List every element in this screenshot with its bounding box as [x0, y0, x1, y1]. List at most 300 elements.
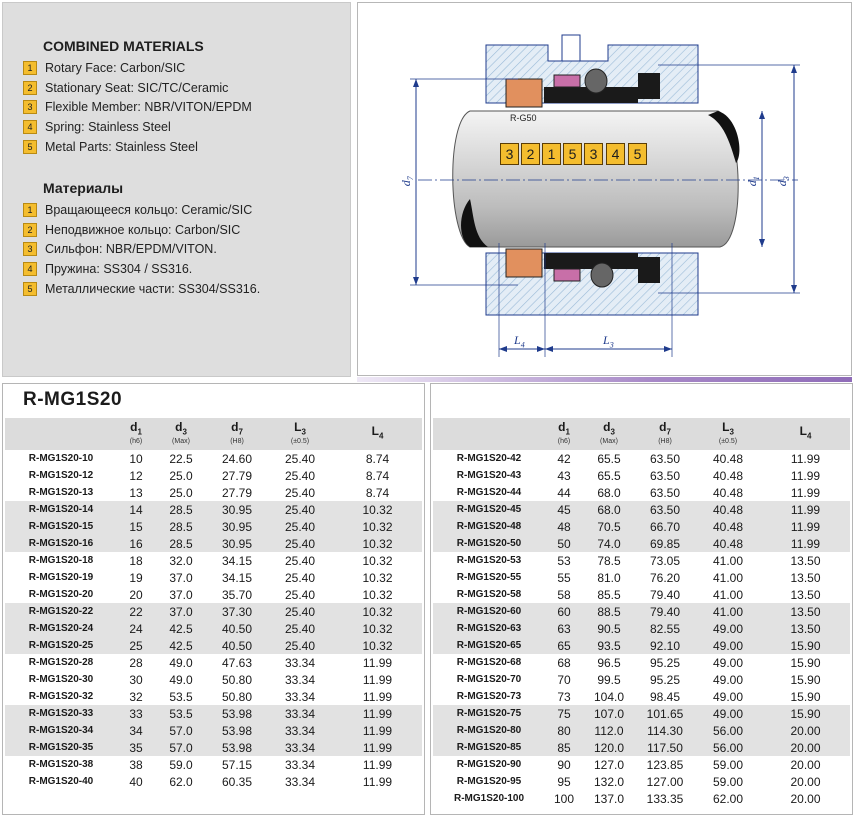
- header-d7: $d_7$ (H8): [658, 420, 672, 445]
- materials-ru-title: Материалы: [43, 180, 124, 196]
- value-cell: 50: [557, 536, 571, 551]
- seat-ring-top: [554, 75, 580, 87]
- value-cell: 24.60: [221, 451, 253, 466]
- model-cell: R-MG1S20-85: [456, 742, 522, 753]
- value-cell: 50.80: [221, 672, 253, 687]
- table-header-row: [5, 418, 422, 450]
- model-cell: R-MG1S20-48: [456, 521, 522, 532]
- value-cell: 49.00: [712, 672, 744, 687]
- model-cell: R-MG1S20-19: [28, 572, 94, 583]
- value-cell: 53.98: [221, 706, 253, 721]
- value-cell: 33.34: [284, 757, 316, 772]
- model-cell: R-MG1S20-80: [456, 725, 522, 736]
- value-cell: 35: [129, 740, 143, 755]
- model-cell: R-MG1S20-25: [28, 640, 94, 651]
- model-cell: R-MG1S20-34: [28, 725, 94, 736]
- table-row: [5, 467, 422, 484]
- material-text: Flexible Member: NBR/VITON/EPDM: [45, 100, 252, 115]
- callout-badge: 2: [521, 143, 540, 165]
- table-row: [5, 722, 422, 739]
- material-text: Металлические части: SS304/SS316.: [45, 282, 261, 297]
- port-top: [562, 35, 580, 61]
- table-row: [5, 518, 422, 535]
- metal-part-bottom: [638, 257, 660, 283]
- value-cell: 49.00: [712, 638, 744, 653]
- value-cell: 25.40: [284, 587, 316, 602]
- value-cell: 20.00: [790, 740, 821, 755]
- value-cell: 92.10: [649, 638, 681, 653]
- value-cell: 53.5: [169, 706, 193, 721]
- number-badge: 5: [23, 282, 37, 296]
- value-cell: 28.5: [169, 536, 193, 551]
- value-cell: 15.90: [790, 689, 821, 704]
- model-cell: R-MG1S20-44: [456, 487, 522, 498]
- value-cell: 76.20: [649, 570, 681, 585]
- model-cell: R-MG1S20-14: [28, 504, 94, 515]
- model-cell: R-MG1S20-50: [456, 538, 522, 549]
- value-cell: 11.99: [790, 451, 821, 466]
- value-cell: 132.0: [593, 774, 625, 789]
- value-cell: 40.48: [712, 519, 744, 534]
- value-cell: 49.00: [712, 655, 744, 670]
- value-cell: 79.40: [649, 604, 681, 619]
- value-cell: 69.85: [649, 536, 681, 551]
- value-cell: 15.90: [790, 672, 821, 687]
- header-l4: $L_4$: [799, 424, 812, 441]
- value-cell: 62.00: [712, 791, 744, 806]
- value-cell: 15.90: [790, 655, 821, 670]
- model-cell: R-MG1S20-63: [456, 623, 522, 634]
- header-d3: $d_3$ (Max): [600, 420, 618, 445]
- value-cell: 25: [129, 638, 143, 653]
- value-cell: 22.5: [169, 451, 193, 466]
- value-cell: 28.5: [169, 502, 193, 517]
- dim-label-d3: $d_3$: [774, 176, 792, 187]
- value-cell: 37.0: [169, 604, 193, 619]
- dimension-table-left: [5, 418, 422, 790]
- value-cell: 25.40: [284, 604, 316, 619]
- value-cell: 93.5: [597, 638, 621, 653]
- value-cell: 63.50: [649, 502, 681, 517]
- table-row: [5, 756, 422, 773]
- value-cell: 25.40: [284, 451, 316, 466]
- list-item: [23, 220, 260, 240]
- value-cell: 33.34: [284, 740, 316, 755]
- material-text: Stationary Seat: SIC/TC/Ceramic: [45, 80, 229, 95]
- header-d1: $d_1$ (h6): [557, 420, 571, 445]
- value-cell: 96.5: [597, 655, 621, 670]
- value-cell: 40.50: [221, 638, 253, 653]
- value-cell: 63: [557, 621, 571, 636]
- value-cell: 25.40: [284, 621, 316, 636]
- spring-coil-top: [585, 69, 607, 93]
- value-cell: 10: [129, 451, 143, 466]
- table-row: [5, 688, 422, 705]
- list-item: [23, 78, 252, 98]
- callout-badge: 4: [606, 143, 625, 165]
- value-cell: 88.5: [597, 604, 621, 619]
- value-cell: 32.0: [169, 553, 193, 568]
- value-cell: 49.00: [712, 689, 744, 704]
- value-cell: 20.00: [790, 723, 821, 738]
- value-cell: 63.50: [649, 485, 681, 500]
- seat-ring-bottom: [554, 269, 580, 281]
- number-badge: 3: [23, 242, 37, 256]
- value-cell: 10.32: [362, 638, 393, 653]
- value-cell: 25.40: [284, 553, 316, 568]
- number-badge: 3: [23, 100, 37, 114]
- number-badge: 4: [23, 120, 37, 134]
- value-cell: 65.5: [597, 468, 621, 483]
- value-cell: 53.98: [221, 740, 253, 755]
- value-cell: 28: [129, 655, 143, 670]
- value-cell: 68.0: [597, 502, 621, 517]
- value-cell: 53.5: [169, 689, 193, 704]
- table-row: [433, 518, 850, 535]
- value-cell: 25.40: [284, 519, 316, 534]
- value-cell: 10.32: [362, 570, 393, 585]
- model-cell: R-MG1S20-18: [28, 555, 94, 566]
- seal-drawing-svg: [358, 3, 852, 376]
- value-cell: 60: [557, 604, 571, 619]
- value-cell: 25.40: [284, 570, 316, 585]
- value-cell: 34.15: [221, 570, 253, 585]
- value-cell: 40.48: [712, 451, 744, 466]
- value-cell: 78.5: [597, 553, 621, 568]
- value-cell: 33.34: [284, 706, 316, 721]
- value-cell: 14: [129, 502, 143, 517]
- material-text: Rotary Face: Carbon/SIC: [45, 60, 186, 75]
- callout-badge: 5: [628, 143, 647, 165]
- value-cell: 59.00: [712, 774, 744, 789]
- value-cell: 63.50: [649, 468, 681, 483]
- value-cell: 81.0: [597, 570, 621, 585]
- header-d1: $d_1$ (h6): [129, 420, 143, 445]
- dimension-table-right: [433, 418, 850, 807]
- right-table-panel: [430, 383, 853, 815]
- value-cell: 62.0: [169, 774, 193, 789]
- model-cell: R-MG1S20-30: [28, 674, 94, 685]
- table-row: [433, 620, 850, 637]
- value-cell: 11.99: [362, 689, 393, 704]
- header-l3: $L_3$ (±0.5): [290, 420, 310, 445]
- value-cell: 70: [557, 672, 571, 687]
- materials-panel: [2, 2, 351, 377]
- table-row: [433, 671, 850, 688]
- model-cell: R-MG1S20-65: [456, 640, 522, 651]
- table-row: [433, 450, 850, 467]
- list-item: [23, 240, 260, 260]
- value-cell: 114.30: [647, 723, 683, 738]
- value-cell: 10.32: [362, 553, 393, 568]
- table-row: [5, 671, 422, 688]
- value-cell: 68.0: [597, 485, 621, 500]
- table-row: [433, 484, 850, 501]
- material-text: Spring: Stainless Steel: [45, 120, 171, 135]
- value-cell: 33.34: [284, 774, 316, 789]
- value-cell: 57.0: [169, 740, 193, 755]
- model-cell: R-MG1S20-33: [28, 708, 94, 719]
- value-cell: 49.00: [712, 706, 744, 721]
- value-cell: 13.50: [790, 553, 821, 568]
- model-cell: R-MG1S20-55: [456, 572, 522, 583]
- value-cell: 59.00: [712, 757, 744, 772]
- value-cell: 12: [129, 468, 143, 483]
- value-cell: 11.99: [362, 672, 393, 687]
- value-cell: 41.00: [712, 604, 744, 619]
- value-cell: 100: [553, 791, 575, 806]
- material-text: Сильфон: NBR/EPDM/VITON.: [45, 242, 217, 257]
- model-cell: R-MG1S20-70: [456, 674, 522, 685]
- value-cell: 40: [129, 774, 143, 789]
- material-text: Вращающееся кольцо: Ceramic/SIC: [45, 202, 253, 217]
- value-cell: 44: [557, 485, 571, 500]
- rotary-face-bottom: [506, 249, 542, 277]
- number-badge: 5: [23, 140, 37, 154]
- number-badge: 4: [23, 262, 37, 276]
- model-cell: R-MG1S20-12: [28, 470, 94, 481]
- table-row: [5, 569, 422, 586]
- left-table-panel: [2, 383, 425, 815]
- table-row: [433, 569, 850, 586]
- table-row: [433, 722, 850, 739]
- value-cell: 58: [557, 587, 571, 602]
- table-row: [5, 501, 422, 518]
- value-cell: 53: [557, 553, 571, 568]
- model-cell: R-MG1S20-22: [28, 606, 94, 617]
- model-cell: R-MG1S20-16: [28, 538, 94, 549]
- callout-badge: 5: [563, 143, 582, 165]
- value-cell: 133.35: [646, 791, 684, 806]
- value-cell: 16: [129, 536, 143, 551]
- model-cell: R-MG1S20-75: [456, 708, 522, 719]
- dim-label-l3: $L_3$: [603, 333, 614, 350]
- value-cell: 40.48: [712, 468, 744, 483]
- list-item: [23, 279, 260, 299]
- value-cell: 20: [129, 587, 143, 602]
- list-item: [23, 117, 252, 137]
- value-cell: 50.80: [221, 689, 253, 704]
- value-cell: 25.40: [284, 468, 316, 483]
- model-cell: R-MG1S20-10: [28, 453, 94, 464]
- model-cell: R-MG1S20-53: [456, 555, 522, 566]
- value-cell: 99.5: [597, 672, 621, 687]
- table-row: [433, 739, 850, 756]
- value-cell: 27.79: [221, 468, 253, 483]
- value-cell: 11.99: [362, 757, 393, 772]
- value-cell: 90: [557, 757, 571, 772]
- value-cell: 42.5: [169, 621, 193, 636]
- value-cell: 80: [557, 723, 571, 738]
- value-cell: 65.5: [597, 451, 621, 466]
- model-cell: R-MG1S20-68: [456, 657, 522, 668]
- model-cell: R-MG1S20-90: [456, 759, 522, 770]
- bellows-bottom: [544, 253, 638, 269]
- value-cell: 42.5: [169, 638, 193, 653]
- value-cell: 33.34: [284, 689, 316, 704]
- table-row: [433, 501, 850, 518]
- list-item: [23, 259, 260, 279]
- table-row: [433, 756, 850, 773]
- value-cell: 10.32: [362, 502, 393, 517]
- value-cell: 127.00: [646, 774, 684, 789]
- model-cell: R-MG1S20-60: [456, 606, 522, 617]
- header-l3: $L_3$ (±0.5): [718, 420, 738, 445]
- table-row: [5, 654, 422, 671]
- value-cell: 25.0: [169, 468, 193, 483]
- table-row: [5, 637, 422, 654]
- model-cell: R-MG1S20-100: [453, 793, 525, 804]
- model-title: R-MG1S20: [23, 389, 123, 410]
- value-cell: 43: [557, 468, 571, 483]
- value-cell: 47.63: [221, 655, 253, 670]
- table-row: [5, 484, 422, 501]
- model-cell: R-MG1S20-32: [28, 691, 94, 702]
- value-cell: 49.0: [169, 672, 193, 687]
- table-row: [5, 603, 422, 620]
- table-row: [433, 790, 850, 807]
- model-cell: R-MG1S20-20: [28, 589, 94, 600]
- model-cell: R-MG1S20-28: [28, 657, 94, 668]
- model-cell: R-MG1S20-42: [456, 453, 522, 464]
- table-row: [433, 586, 850, 603]
- value-cell: 30.95: [221, 536, 253, 551]
- value-cell: 8.74: [365, 468, 390, 483]
- value-cell: 55: [557, 570, 571, 585]
- value-cell: 11.99: [362, 655, 393, 670]
- value-cell: 33: [129, 706, 143, 721]
- value-cell: 60.35: [221, 774, 253, 789]
- value-cell: 40.48: [712, 536, 744, 551]
- number-badge: 1: [23, 61, 37, 75]
- value-cell: 56.00: [712, 740, 744, 755]
- shaft: [453, 111, 738, 247]
- value-cell: 13.50: [790, 570, 821, 585]
- value-cell: 42: [557, 451, 571, 466]
- header-l4: $L_4$: [371, 424, 384, 441]
- value-cell: 104.0: [593, 689, 625, 704]
- header-d7: $d_7$ (H8): [230, 420, 244, 445]
- value-cell: 137.0: [593, 791, 625, 806]
- table-row: [433, 773, 850, 790]
- value-cell: 85: [557, 740, 571, 755]
- value-cell: 40.48: [712, 502, 744, 517]
- value-cell: 65: [557, 638, 571, 653]
- callout-badge: 3: [584, 143, 603, 165]
- value-cell: 20.00: [790, 791, 821, 806]
- model-cell: R-MG1S20-13: [28, 487, 94, 498]
- model-cell: R-MG1S20-73: [456, 691, 522, 702]
- model-cell: R-MG1S20-58: [456, 589, 522, 600]
- table-row: [433, 467, 850, 484]
- value-cell: 98.45: [649, 689, 681, 704]
- value-cell: 41.00: [712, 553, 744, 568]
- value-cell: 13: [129, 485, 143, 500]
- materials-en-list: [23, 58, 252, 157]
- value-cell: 37.30: [221, 604, 253, 619]
- table-row: [433, 552, 850, 569]
- value-cell: 82.55: [649, 621, 681, 636]
- value-cell: 101.65: [646, 706, 684, 721]
- header-model: [433, 418, 545, 450]
- value-cell: 120.0: [593, 740, 625, 755]
- table-row: [433, 535, 850, 552]
- value-cell: 25.0: [169, 485, 193, 500]
- value-cell: 107.0: [593, 706, 625, 721]
- table-row: [433, 688, 850, 705]
- material-text: Metal Parts: Stainless Steel: [45, 140, 198, 155]
- dim-label-d1: $d_1$: [744, 176, 762, 187]
- value-cell: 15.90: [790, 638, 821, 653]
- table-row: [433, 603, 850, 620]
- value-cell: 11.99: [362, 740, 393, 755]
- value-cell: 35.70: [221, 587, 253, 602]
- value-cell: 11.99: [362, 723, 393, 738]
- value-cell: 53.98: [221, 723, 253, 738]
- value-cell: 20.00: [790, 774, 821, 789]
- value-cell: 15.90: [790, 706, 821, 721]
- value-cell: 8.74: [365, 485, 390, 500]
- value-cell: 49.0: [169, 655, 193, 670]
- table-row: [5, 586, 422, 603]
- value-cell: 74.0: [597, 536, 621, 551]
- value-cell: 33.34: [284, 655, 316, 670]
- value-cell: 25.40: [284, 536, 316, 551]
- value-cell: 75: [557, 706, 571, 721]
- value-cell: 48: [557, 519, 571, 534]
- value-cell: 11.99: [790, 502, 821, 517]
- value-cell: 20.00: [790, 757, 821, 772]
- value-cell: 45: [557, 502, 571, 517]
- value-cell: 34: [129, 723, 143, 738]
- value-cell: 127.0: [593, 757, 625, 772]
- value-cell: 10.32: [362, 519, 393, 534]
- value-cell: 11.99: [790, 536, 821, 551]
- value-cell: 68: [557, 655, 571, 670]
- value-cell: 90.5: [597, 621, 621, 636]
- value-cell: 22: [129, 604, 143, 619]
- number-badge: 2: [23, 223, 37, 237]
- list-item: [23, 200, 260, 220]
- value-cell: 10.32: [362, 621, 393, 636]
- value-cell: 40.48: [712, 485, 744, 500]
- value-cell: 10.32: [362, 587, 393, 602]
- value-cell: 30: [129, 672, 143, 687]
- value-cell: 117.50: [647, 740, 683, 755]
- value-cell: 11.99: [790, 485, 821, 500]
- materials-ru-list: [23, 200, 260, 299]
- callout-badge: 3: [500, 143, 519, 165]
- value-cell: 41.00: [712, 587, 744, 602]
- table-row: [5, 552, 422, 569]
- rotary-face-top: [506, 79, 542, 107]
- value-cell: 34.15: [221, 553, 253, 568]
- table-row: [5, 773, 422, 790]
- value-cell: 18: [129, 553, 143, 568]
- table-row: [5, 739, 422, 756]
- value-cell: 37.0: [169, 587, 193, 602]
- value-cell: 19: [129, 570, 143, 585]
- table-body-right: [433, 450, 850, 807]
- value-cell: 73.05: [649, 553, 681, 568]
- value-cell: 30.95: [221, 502, 253, 517]
- value-cell: 11.99: [362, 774, 393, 789]
- value-cell: 95.25: [649, 655, 681, 670]
- value-cell: 79.40: [649, 587, 681, 602]
- dim-label-d7: $d_7$: [398, 176, 416, 187]
- value-cell: 37.0: [169, 570, 193, 585]
- header-model: [5, 418, 117, 450]
